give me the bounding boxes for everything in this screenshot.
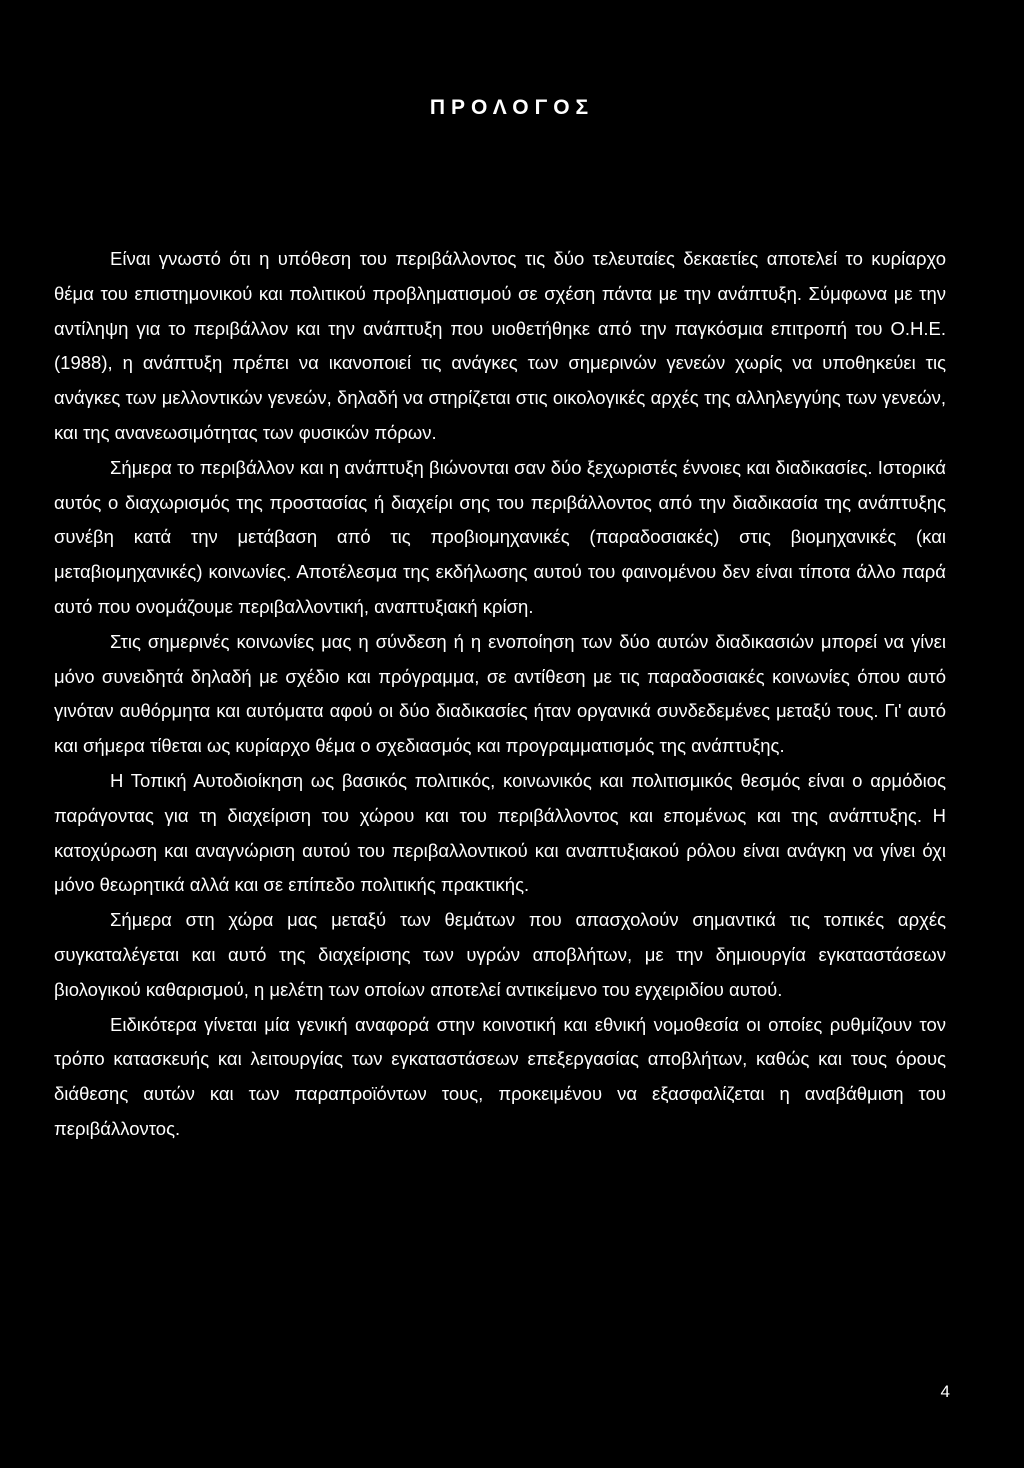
document-body: [54, 242, 946, 1147]
page-number: 4: [940, 1382, 950, 1401]
paragraph-2: Σήμερα το περιβάλλον και η ανάπτυξη βιώνονται σαν δύο ξεχωριστές έννοιες και διαδικασίες. Ιστορικά αυτός ο διαχωρισμός της προστασίας ή διαχείρι σης του περιβάλλοντος από την διαδικασία της ανάπτυξης συνέβη κατά την μετάβαση από τις προβιομηχανικές (παραδοσιακές) στις βιομηχανικές (και μεταβιομηχανικές) κοινωνίες. Αποτέλεσμα της εκδήλωσης αυτού του φαινομένου δεν είναι τίποτα άλλο παρά αυτό που ονομάζουμε περιβαλλοντική, αναπτυξιακή κρίση.: [54, 456, 946, 617]
paragraph-1: Είναι γνωστό ότι η υπόθεση του περιβάλλοντος τις δύο τελευταίες δεκαετίες αποτελεί το κυρίαρχο θέμα του επιστημονικού και πολιτικού προβληματισμού σε σχέση πάντα με την ανάπτυξη. Σύμφωνα με την αντίληψη για το περιβάλλον και την ανάπτυξη που υιοθετήθηκε από την παγκόσμια επιτροπή του Ο.Η.Ε. (1988), η ανάπτυξη πρέπει να ικανοποιεί τις ανάγκες των σημερινών γενεών χωρίς να υποθηκεύει τις ανάγκες των μελλοντικών γενεών, δηλαδή να στηρίζεται στις οικολογικές αρχές της αλληλεγγύης των γενεών, και της ανανεωσιμότητας των φυσικών πόρων.: [54, 248, 946, 443]
paragraph-5: Σήμερα στη χώρα μας μεταξύ των θεμάτων που απασχολούν σημαντικά τις τοπικές αρχές συγκαταλέγεται και αυτό της διαχείρισης των υγρών αποβλήτων, με την δημιουργία εγκαταστάσεων βιολογικού καθαρισμού, η μελέτη των οποίων αποτελεί αντικείμενο του εγχειριδίου αυτού.: [54, 909, 946, 1000]
document-title: ΠΡΟΛΟΓΟΣ: [429, 96, 595, 119]
paragraph-6: Ειδικότερα γίνεται μία γενική αναφορά στην κοινοτική και εθνική νομοθεσία οι οποίες ρυθμίζουν τον τρόπο κατασκευής και λειτουργίας των εγκαταστάσεων επεξεργασίας αποβλήτων, καθώς και τους όρους διάθεσης αυτών και των παραπροϊόντων τους, προκειμένου να εξασφαλίζεται η αναβάθμιση του περιβάλλοντος.: [54, 1013, 946, 1139]
paragraph-3: Στις σημερινές κοινωνίες μας η σύνδεση ή η ενοποίηση των δύο αυτών διαδικασιών μπορεί να γίνει μόνο συνειδητά δηλαδή με σχέδιο και πρόγραμμα, σε αντίθεση με τις παραδοσιακές κοινωνίες όπου αυτό γινόταν αυθόρμητα και αυτόματα αφού οι δύο διαδικασίες ήταν οργανικά συνδεδεμένες μεταξύ τους. Γι' αυτό και σήμερα τίθεται ως κυρίαρχο θέμα ο σχεδιασμός και προγραμματισμός της ανάπτυξης.: [54, 630, 946, 757]
paragraph-4: Η Τοπική Αυτοδιοίκηση ως βασικός πολιτικός, κοινωνικός και πολιτισμικός θεσμός είναι ο αρμόδιος παράγοντας για τη διαχείριση του χώρου και του περιβάλλοντος και επομένως και της ανάπτυξης. Η κατοχύρωση και αναγνώριση αυτού του περιβαλλοντικού και αναπτυξιακού ρόλου είναι ανάγκη να γίνει όχι μόνο θεωρητικά αλλά και σε επίπεδο πολιτικής πρακτικής.: [54, 769, 946, 896]
